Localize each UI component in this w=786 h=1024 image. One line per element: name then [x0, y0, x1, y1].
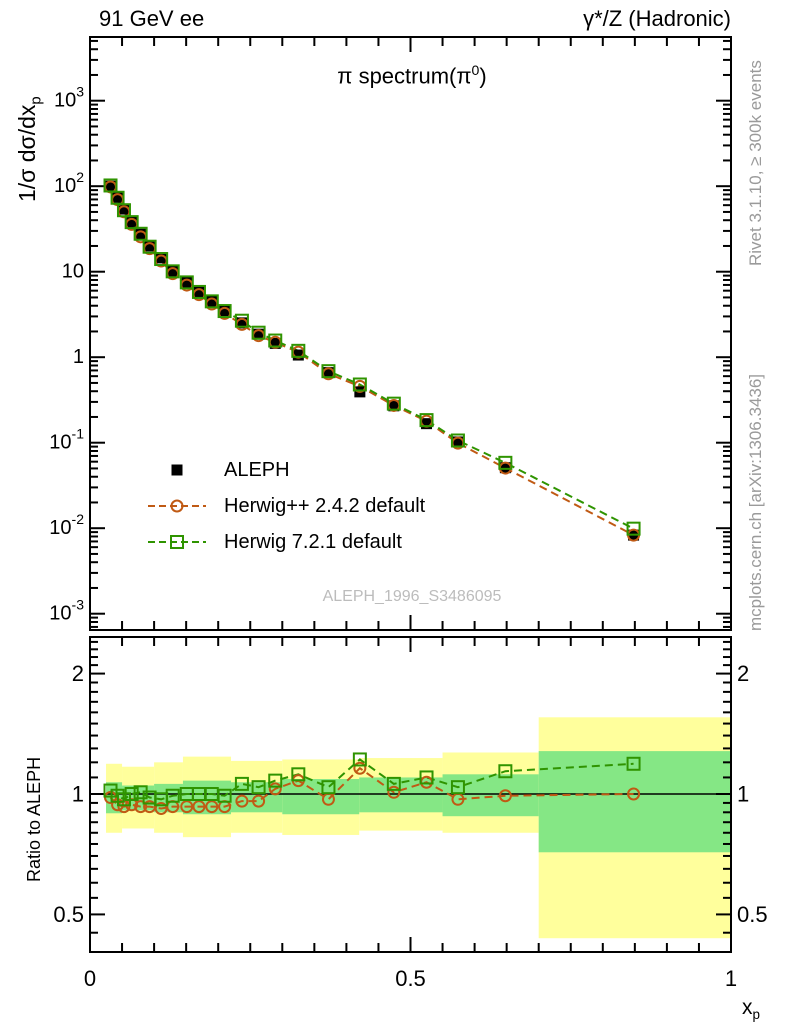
- beam-energy-label: 91 GeV ee: [99, 6, 205, 31]
- process-label: γ*/Z (Hadronic): [583, 6, 731, 31]
- ratio-y-tick-label-left: 2: [71, 661, 84, 687]
- plot-title: [337, 62, 486, 89]
- main-y-axis-label: [14, 96, 45, 202]
- x-axis-label: [742, 996, 760, 1022]
- ratio-y-tick-label-left: 1: [71, 781, 84, 807]
- legend-label: Herwig++ 2.4.2 default: [224, 494, 426, 517]
- plot-title-sup: 0: [471, 62, 480, 78]
- main-y-tick-label: 10: [61, 260, 84, 283]
- rivet-version-note: Rivet 3.1.10, ≥ 300k events: [746, 60, 765, 266]
- legend-label: ALEPH: [224, 458, 290, 481]
- ratio-y-tick-label-right: 2: [737, 661, 750, 687]
- plot-title-text: π spectrum(π: [337, 63, 472, 89]
- legend-entry-herwig7: [146, 524, 425, 560]
- main-y-tick-label: $10^{-2}$: [49, 511, 84, 540]
- ratio-y-tick-label-right: 0.5: [737, 901, 768, 927]
- plot-title-end: ): [479, 63, 487, 89]
- green-band-segment: [539, 751, 731, 852]
- ratio-y-tick-label-left: 0.5: [53, 901, 84, 927]
- legend-entry-herwigpp: [146, 488, 425, 524]
- legend-marker-open-square: [146, 531, 208, 553]
- mcplots-credit-note: mcplots.cern.ch [arXiv:1306.3436]: [746, 373, 765, 631]
- ratio-y-axis-label: Ratio to ALEPH: [24, 756, 44, 882]
- ratio-y-tick-label-right: 1: [737, 781, 750, 807]
- x-tick-label: 1: [724, 966, 738, 991]
- main-y-tick-label: $10^{-3}$: [49, 596, 84, 625]
- main-y-tick-label: $10^3$: [53, 83, 84, 112]
- ratio-uncertainty-bands: [106, 717, 731, 938]
- main-y-tick-label: $10^2$: [53, 169, 84, 198]
- x-axis-label-text: x: [742, 996, 753, 1019]
- x-tick-label: 0.5: [395, 966, 426, 991]
- legend-entry-aleph: [146, 452, 425, 488]
- legend-label: Herwig 7.2.1 default: [224, 530, 402, 553]
- main-y-axis-label-sub: p: [28, 96, 45, 105]
- main-y-axis-label-text: 1/σ dσ/dx: [14, 104, 40, 202]
- legend-marker-filled-square: [146, 459, 208, 481]
- analysis-id-watermark: ALEPH_1996_S3486095: [322, 588, 502, 605]
- x-tick-label: 0: [83, 966, 97, 991]
- x-axis-label-sub: p: [752, 1007, 760, 1023]
- legend: [146, 452, 425, 560]
- main-y-tick-label: $10^{-1}$: [49, 425, 84, 454]
- legend-marker-open-circle: [146, 495, 208, 517]
- main-y-tick-label: 1: [72, 346, 84, 369]
